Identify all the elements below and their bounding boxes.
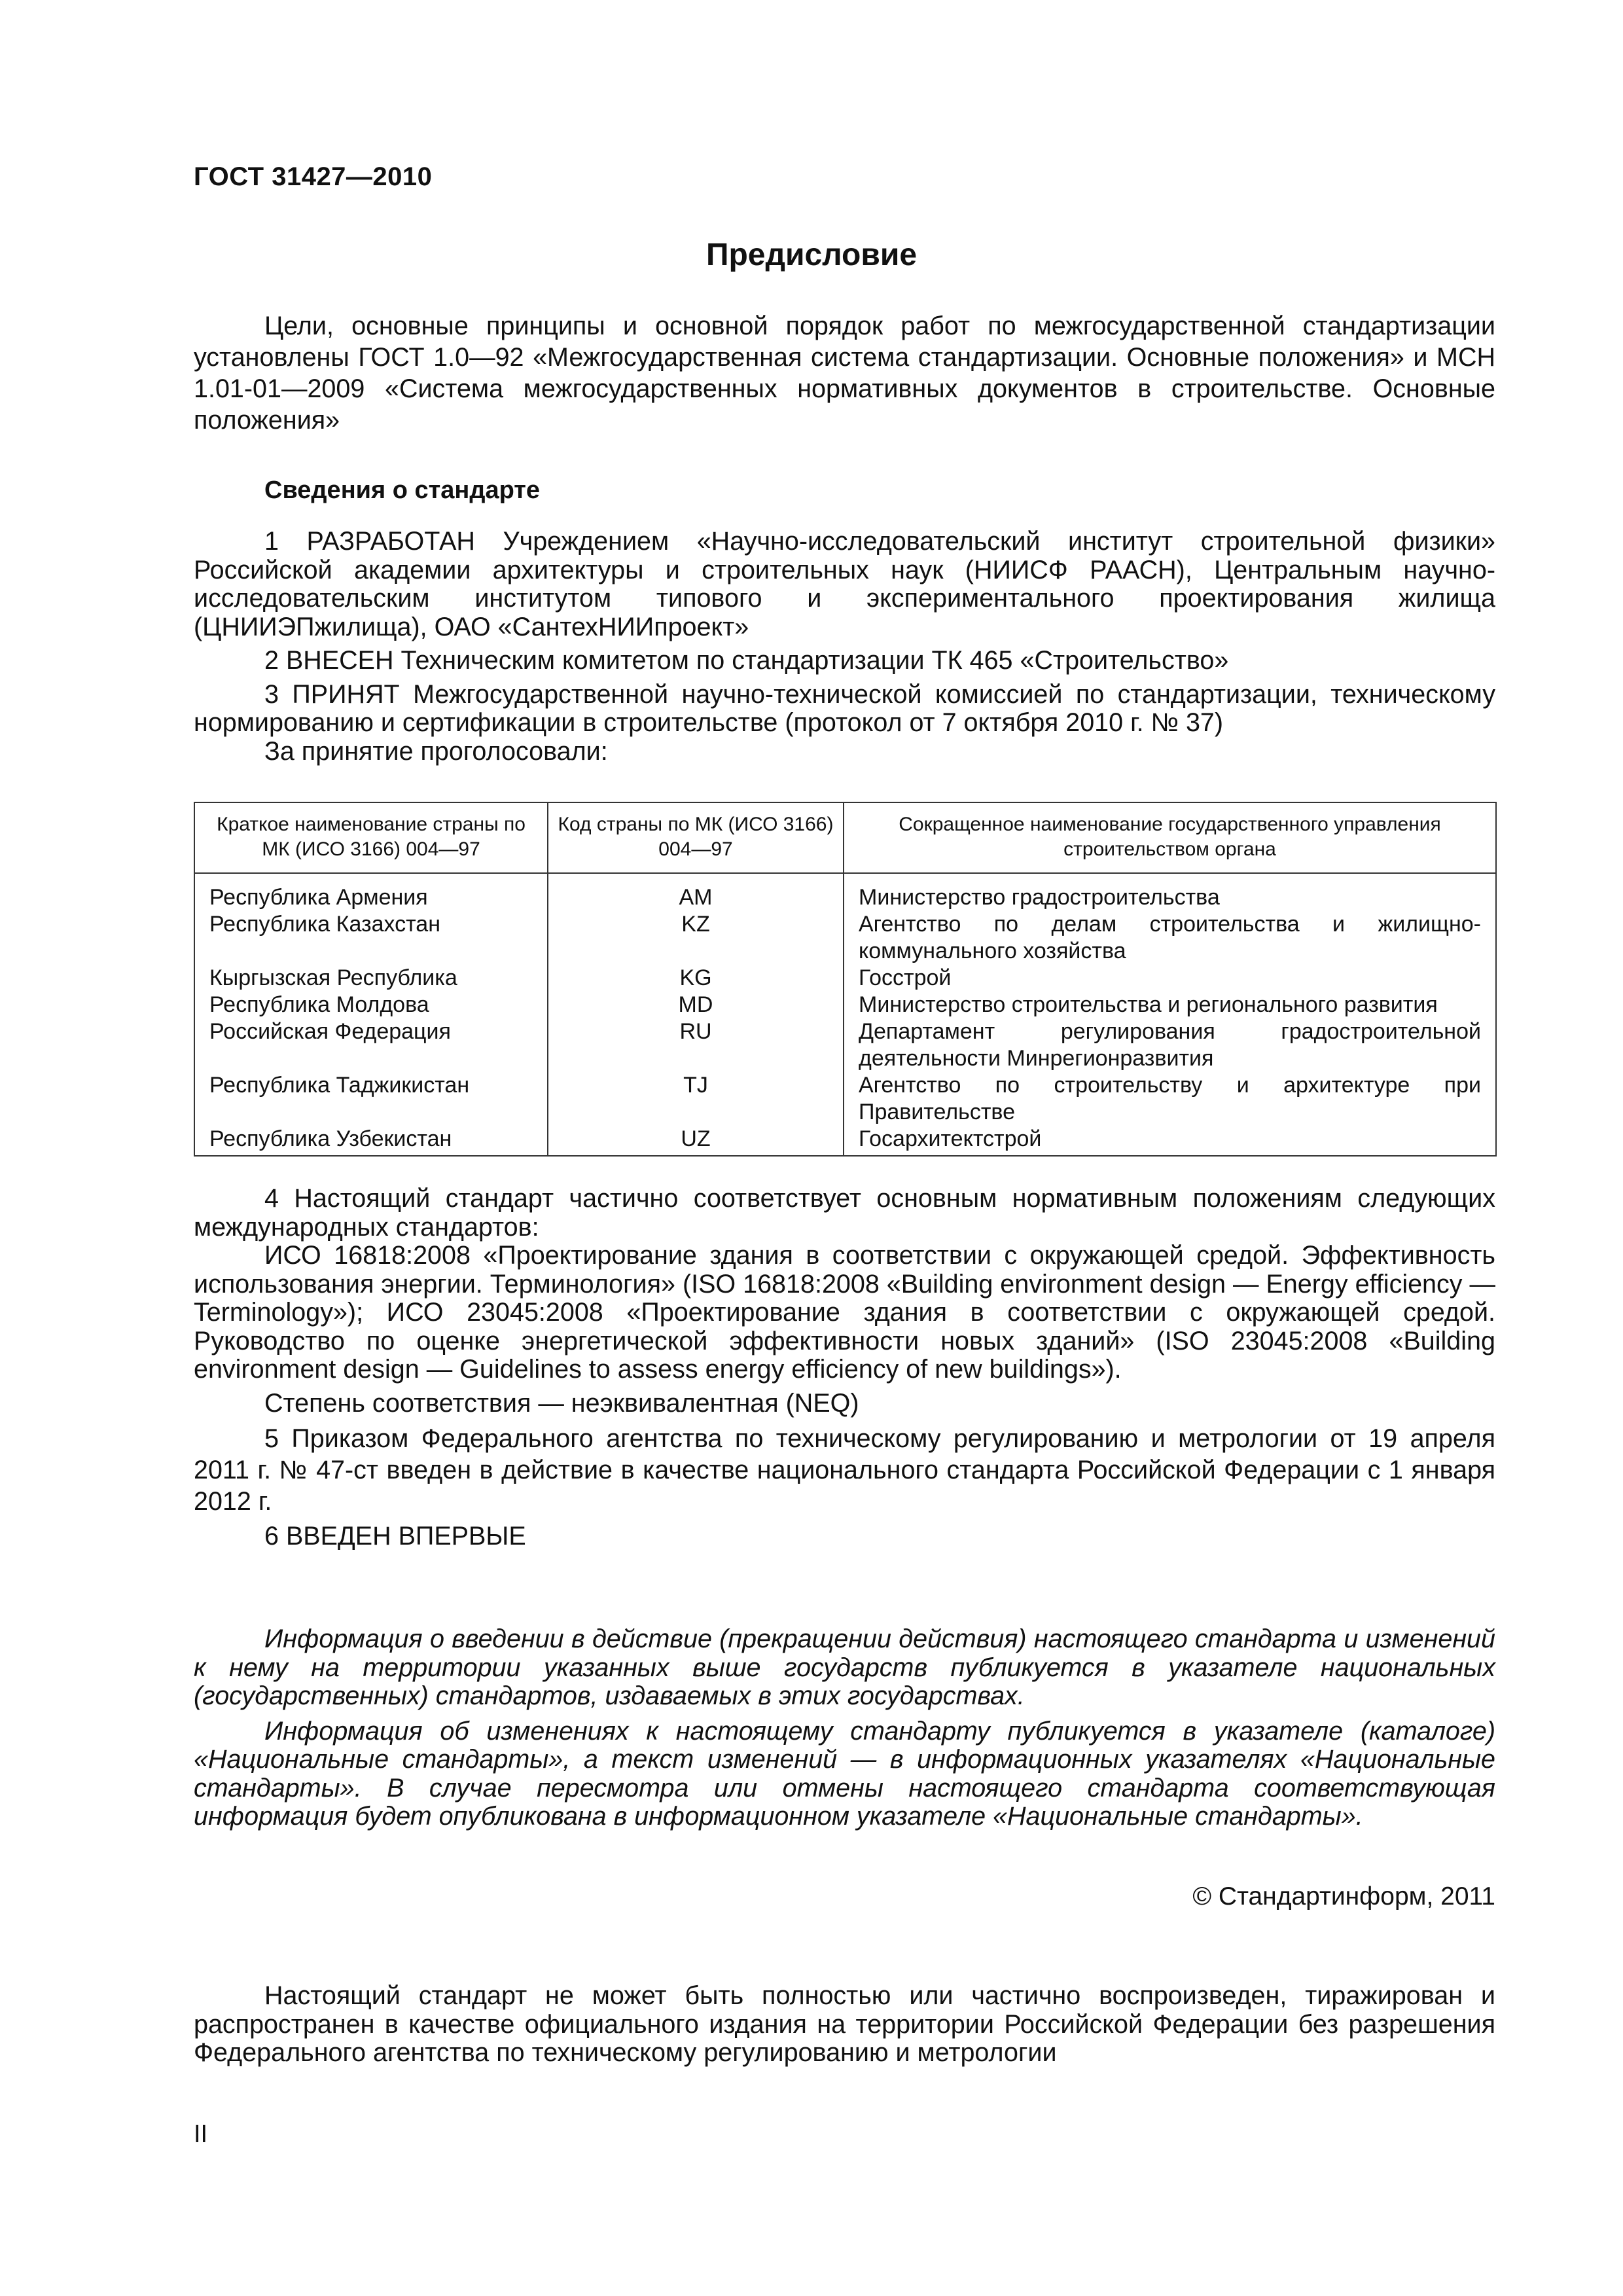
notice-paragraph-1: Информация о введении в действие (прекращении действия) настоящего стандарта и изменений к нему на территории указанных выше государств публикуется в указателе национальных (государственных) стандартов, издаваемых в этих государствах. [194,1624,1495,1710]
copyright-line: © Стандартинформ, 2011 [1192,1882,1495,1910]
table-row [194,911,1496,965]
notice-paragraph-2: Информация об изменениях к настоящему стандарту публикуется в указателе (каталоге) «Национальные стандарты», а текст изменений — в информационных указателях «Национальные стандарты». В случае пересмотра или отмены настоящего стандарта соответствующая информация будет опубликована в информационном указателе «Национальные стандарты». [194,1716,1495,1831]
item-1-developed: 1 РАЗРАБОТАН Учреждением «Научно-исследовательский институт строительной физики» Российской академии архитектуры и строительных наук (НИИСФ РААСН), Центральным научно-исследовательским институтом типового и экспериментального проектирования жилища (ЦНИИЭПжилища), ОАО «СантехНИИпроект» [194,527,1495,641]
legal-block [194,1982,1495,2068]
country-cell: Республика Таджикистан [194,1072,548,1126]
item-4-correspondence: 4 Настоящий стандарт частично соответствует основным нормативным положениям следующих международных стандартов: [194,1184,1495,1242]
item-2-submitted: 2 ВНЕСЕН Техническим комитетом по стандартизации ТК 465 «Строительство» [264,646,1229,675]
header-country: Краткое наименование страны по МК (ИСО 3166) 004—97 [194,802,548,873]
page-number: II [194,2121,208,2148]
country-cell: Кыргызская Республика [194,965,548,992]
code-cell: UZ [548,1126,844,1156]
voting-table [194,802,1497,1157]
table-header-row [194,802,1496,873]
item-4-iso-list: ИСО 16818:2008 «Проектирование здания в соответствии с окружающей средой. Эффективность использования энергии. Терминология» (ISO 16818:2008 «Building environment design — Energy efficiency —Terminology»); ИСО 23045:2008 «Проектирование здания в соответствии с окружающей средой. Руководство по оценке энергетической эффективности новых зданий» (ISO 23045:2008 «Building environment design — Guidelines to assess energy efficiency of new buildings»). [194,1241,1496,1384]
header-code: Код страны по МК (ИСО 3166) 004—97 [548,802,844,873]
table-row [194,965,1496,992]
code-cell: KG [548,965,844,992]
country-cell: Республика Армения [194,873,548,911]
section-title: Предисловие [705,238,918,272]
organ-cell: Агентство по строительству и архитектуре при Правительстве [844,1072,1496,1126]
table-row [194,1072,1496,1126]
country-cell: Республика Узбекистан [194,1126,548,1156]
country-cell: Республика Казахстан [194,911,548,965]
voted-label: За принятие проголосовали: [264,736,608,766]
organ-cell: Госстрой [844,965,1496,992]
table-row [194,873,1496,911]
code-cell: TJ [548,1072,844,1126]
code-cell: MD [548,992,844,1018]
organ-cell: Департамент регулирования градостроительной деятельности Минрегионразвития [844,1018,1496,1072]
country-cell: Республика Молдова [194,992,548,1018]
document-id-header: ГОСТ 31427—2010 [194,162,433,191]
item-6-first-introduced: 6 ВВЕДЕН ВПЕРВЫЕ [264,1522,526,1551]
organ-cell: Министерство строительства и регионального развития [844,992,1496,1018]
table-row [194,992,1496,1018]
table-row [194,1018,1496,1072]
country-cell: Российская Федерация [194,1018,548,1072]
reproduction-notice: Настоящий стандарт не может быть полностью или частично воспроизведен, тиражирован и распространен в качестве официального издания на территории Российской Федерации без разрешения Федерального агентства по техническому регулированию и метрологии [194,1981,1495,2067]
notice-block [194,1625,1495,1831]
code-cell: RU [548,1018,844,1072]
item-4-degree: Степень соответствия — неэквивалентная (NEQ) [264,1388,859,1418]
intro-block [194,310,1495,436]
standard-info-heading: Сведения о стандарте [264,476,541,504]
items-4-6-block [194,1185,1495,1551]
code-cell: AM [548,873,844,911]
organ-cell: Госархитектстрой [844,1126,1496,1156]
intro-paragraph: Цели, основные принципы и основной порядок работ по межгосударственной стандартизации установлены ГОСТ 1.0—92 «Межгосударственная система стандартизации. Основные положения» и МСН 1.01-01—2009 «Система межгосударственных нормативных документов в строительстве. Основные положения» [194,312,1495,435]
organ-cell: Агентство по делам строительства и жилищно-коммунального хозяйства [844,911,1496,965]
code-cell: KZ [548,911,844,965]
item-3-adopted: 3 ПРИНЯТ Межгосударственной научно-технической комиссией по стандартизации, техническому нормированию и сертификации в строительстве (протокол от 7 октября 2010 г. № 37) [194,679,1495,737]
organ-cell: Министерство градостроительства [844,873,1496,911]
header-organ: Сокращенное наименование государственного управления строительством органа [844,802,1496,873]
items-1-3-block [194,528,1495,766]
table-row [194,1126,1496,1156]
item-5-order: 5 Приказом Федерального агентства по техническому регулированию и метрологии от 19 апреля 2011 г. № 47-ст введен в действие в качестве национального стандарта Российской Федерации с 1 января 2012 г. [194,1424,1495,1516]
